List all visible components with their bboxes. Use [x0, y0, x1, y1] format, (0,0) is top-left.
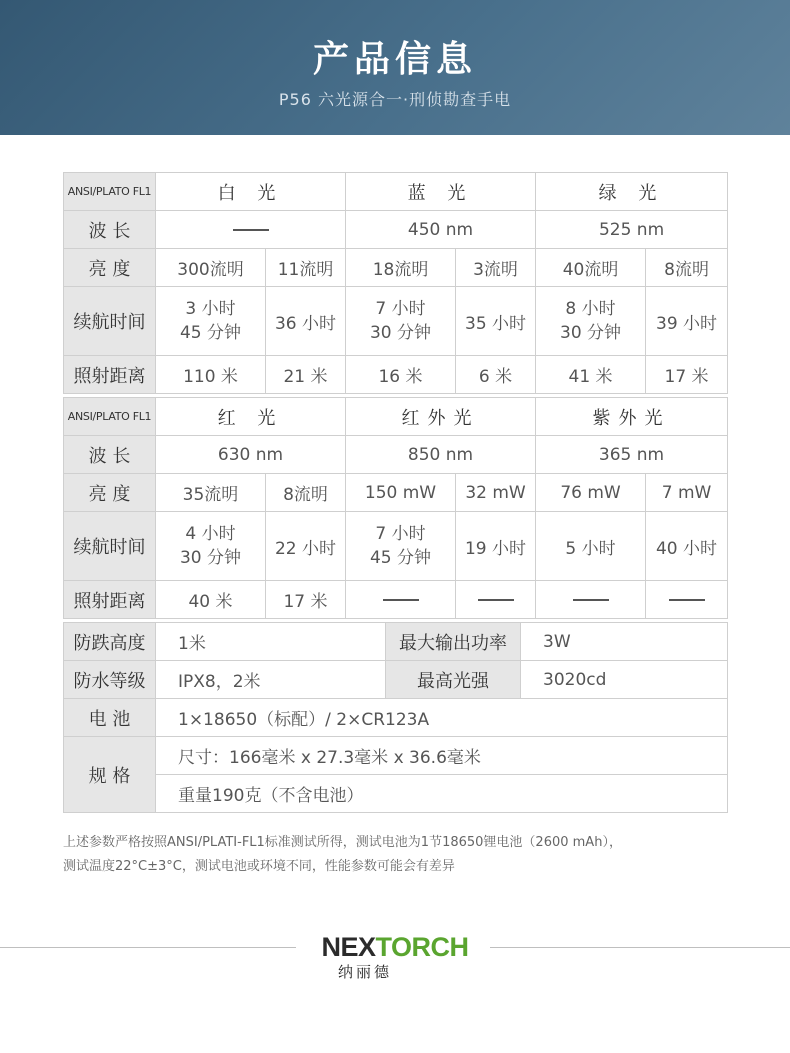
runtime-cell: 7 小时 45 分钟	[346, 512, 456, 581]
distance-cell	[346, 581, 456, 619]
runtime-cell: 4 小时 30 分钟	[156, 512, 266, 581]
distance-cell	[536, 581, 646, 619]
spec-table-white-blue-green	[63, 172, 728, 394]
distance-cell: 41 米	[536, 356, 646, 394]
intensity-label: 最高光强	[386, 661, 521, 699]
distance-cell: 110 米	[156, 356, 266, 394]
distance-label: 照射距离	[64, 356, 156, 394]
brightness-cell: 76 mW	[536, 474, 646, 512]
table-row	[64, 623, 728, 661]
brightness-cell: 8流明	[266, 474, 346, 512]
runtime-cell: 40 小时	[646, 512, 728, 581]
wavelength-ultraviolet: 365 nm	[536, 436, 728, 474]
brightness-label: 亮 度	[64, 249, 156, 287]
no-value-dash	[233, 229, 269, 231]
table-row	[64, 737, 728, 775]
distance-cell: 21 米	[266, 356, 346, 394]
battery-value: 1×18650（标配）/ 2×CR123A	[156, 699, 728, 737]
table-row	[64, 699, 728, 737]
brightness-cell: 300流明	[156, 249, 266, 287]
light-ultraviolet: 紫外光	[536, 398, 728, 436]
drop-label: 防跌高度	[64, 623, 156, 661]
runtime-cell: 8 小时 30 分钟	[536, 287, 646, 356]
wavelength-label: 波 长	[64, 211, 156, 249]
size-value: 尺寸：166毫米 x 27.3毫米 x 36.6毫米	[156, 737, 728, 775]
runtime-cell: 36 小时	[266, 287, 346, 356]
logo-nex: NEX	[321, 932, 376, 962]
table-row	[64, 356, 728, 394]
no-value-dash	[573, 599, 609, 601]
intensity-value: 3020cd	[521, 661, 728, 699]
brightness-cell: 150 mW	[346, 474, 456, 512]
distance-cell	[456, 581, 536, 619]
spec-label: 规 格	[64, 737, 156, 813]
footer-divider-left	[0, 947, 296, 948]
page-subtitle: P56 六光源合一·刑侦勘查手电	[278, 90, 512, 109]
table-row	[64, 661, 728, 699]
test-note	[63, 831, 763, 879]
header-banner	[0, 0, 790, 135]
page-title: 产品信息	[312, 39, 477, 80]
brightness-cell: 18流明	[346, 249, 456, 287]
table-row	[64, 173, 728, 211]
table-row	[64, 287, 728, 356]
light-green: 绿 光	[536, 173, 728, 211]
spec-table-general	[63, 622, 728, 813]
brightness-cell: 40流明	[536, 249, 646, 287]
note-line: 上述参数严格按照ANSI/PLATI-FL1标准测试所得，测试电池为1节18650锂电池（2600 mAh），	[63, 835, 622, 850]
runtime-label: 续航时间	[64, 287, 156, 356]
logo-chinese: 纳丽德	[337, 963, 392, 981]
table-row	[64, 512, 728, 581]
wavelength-blue: 450 nm	[346, 211, 536, 249]
runtime-label: 续航时间	[64, 512, 156, 581]
brightness-cell: 3流明	[456, 249, 536, 287]
no-value-dash	[383, 599, 419, 601]
distance-cell: 40 米	[156, 581, 266, 619]
light-white: 白 光	[156, 173, 346, 211]
distance-cell	[646, 581, 728, 619]
power-value: 3W	[521, 623, 728, 661]
runtime-cell: 22 小时	[266, 512, 346, 581]
weight-value: 重量190克（不含电池）	[156, 775, 728, 813]
wavelength-infrared: 850 nm	[346, 436, 536, 474]
distance-cell: 6 米	[456, 356, 536, 394]
battery-label: 电 池	[64, 699, 156, 737]
logo-wordmark	[320, 931, 470, 963]
logo-torch: TORCH	[375, 932, 469, 962]
distance-label: 照射距离	[64, 581, 156, 619]
distance-cell: 17 米	[646, 356, 728, 394]
light-red: 红 光	[156, 398, 346, 436]
no-value-dash	[669, 599, 705, 601]
spec-table-red-ir-uv	[63, 397, 728, 619]
wavelength-green: 525 nm	[536, 211, 728, 249]
table-row	[64, 474, 728, 512]
brightness-cell: 32 mW	[456, 474, 536, 512]
water-value: IPX8，2米	[156, 661, 386, 699]
runtime-cell: 19 小时	[456, 512, 536, 581]
wavelength-label: 波 长	[64, 436, 156, 474]
water-label: 防水等级	[64, 661, 156, 699]
drop-value: 1米	[156, 623, 386, 661]
brightness-cell: 35流明	[156, 474, 266, 512]
runtime-cell: 7 小时 30 分钟	[346, 287, 456, 356]
note-line: 测试温度22°C±3°C，测试电池或环境不同，性能参数可能会有差异	[63, 859, 455, 874]
corner-label: ANSI/PLATO FL1	[64, 398, 156, 436]
distance-cell: 16 米	[346, 356, 456, 394]
runtime-cell: 35 小时	[456, 287, 536, 356]
table-row	[64, 398, 728, 436]
distance-cell: 17 米	[266, 581, 346, 619]
brand-logo	[320, 931, 470, 981]
table-row	[64, 581, 728, 619]
corner-label: ANSI/PLATO FL1	[64, 173, 156, 211]
wavelength-red: 630 nm	[156, 436, 346, 474]
table-row	[64, 775, 728, 813]
table-row	[64, 436, 728, 474]
table-row	[64, 249, 728, 287]
brightness-cell: 8流明	[646, 249, 728, 287]
runtime-cell: 5 小时	[536, 512, 646, 581]
brightness-cell: 11流明	[266, 249, 346, 287]
light-infrared: 红外光	[346, 398, 536, 436]
light-blue: 蓝 光	[346, 173, 536, 211]
brightness-label: 亮 度	[64, 474, 156, 512]
runtime-cell: 3 小时 45 分钟	[156, 287, 266, 356]
no-value-dash	[478, 599, 514, 601]
footer-divider-right	[490, 947, 790, 948]
power-label: 最大输出功率	[386, 623, 521, 661]
wavelength-white	[156, 211, 346, 249]
table-row	[64, 211, 728, 249]
brightness-cell: 7 mW	[646, 474, 728, 512]
runtime-cell: 39 小时	[646, 287, 728, 356]
